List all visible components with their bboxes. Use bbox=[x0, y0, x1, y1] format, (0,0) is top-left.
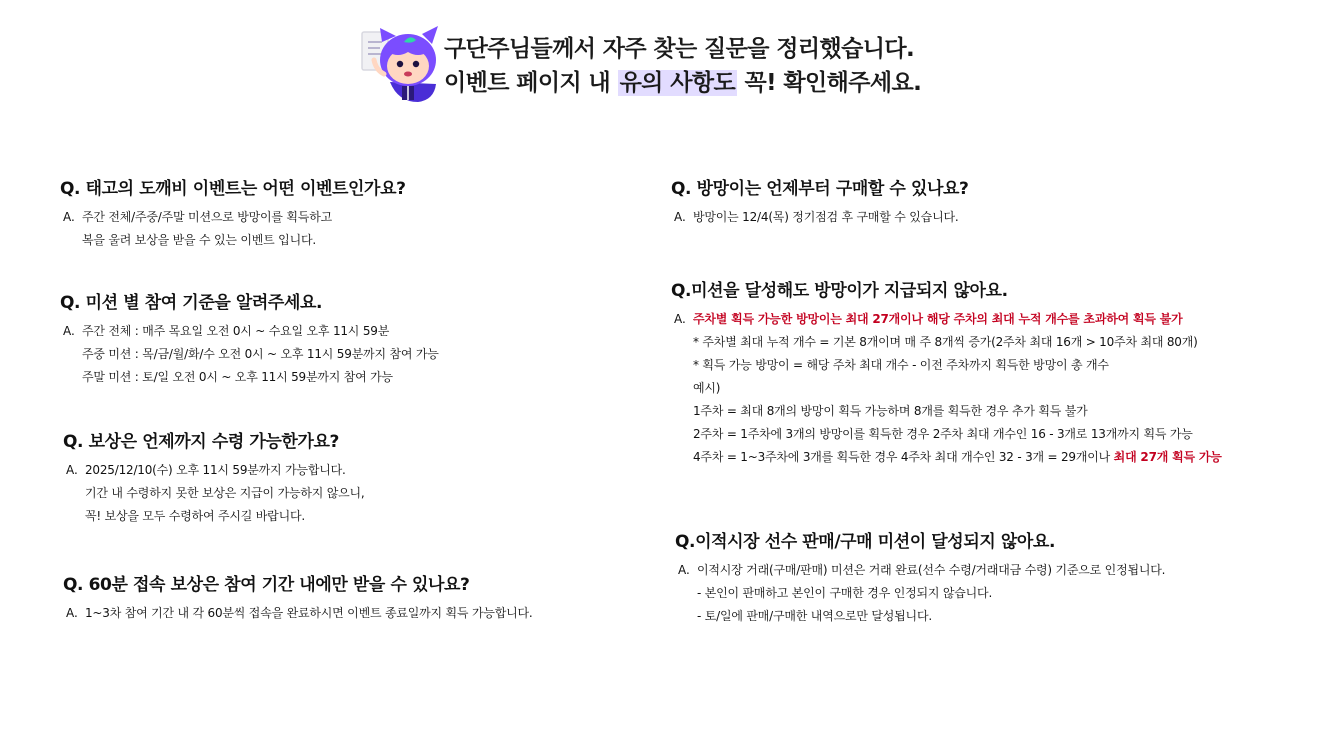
answer-line: 2주차 = 1주차에 3개의 방망이를 획득한 경우 2주차 최대 개수인 16 - 3개로 13개까지 획득 가능 bbox=[693, 427, 1193, 441]
faq-answer bbox=[671, 308, 1222, 469]
answer-line: - 토/일에 판매/구매한 내역으로만 달성됩니다. bbox=[697, 609, 932, 623]
answer-line-text: 4주차 = 1~3주차에 3개를 획득한 경우 4주차 최대 개수인 32 - 3개 = 29개이나 bbox=[693, 450, 1114, 464]
faq-item-reward-deadline bbox=[63, 431, 365, 528]
faq-question: Q. 태고의 도깨비 이벤트는 어떤 이벤트인가요? bbox=[60, 179, 406, 199]
faq-header bbox=[358, 22, 978, 106]
answer-line: 복을 울려 보상을 받을 수 있는 이벤트 입니다. bbox=[82, 233, 316, 247]
answer-marker: A. bbox=[66, 606, 78, 620]
faq-answer bbox=[671, 206, 969, 229]
faq-question: Q.이적시장 선수 판매/구매 미션이 달성되지 않아요. bbox=[675, 532, 1056, 552]
answer-marker: A. bbox=[63, 210, 75, 224]
answer-line: 주간 전체 : 매주 목요일 오전 0시 ~ 수요일 오후 11시 59분 bbox=[82, 324, 390, 338]
faq-item-mission-criteria bbox=[60, 292, 439, 389]
answer-line: 주말 미션 : 토/일 오전 0시 ~ 오후 11시 59분까지 참여 가능 bbox=[82, 370, 393, 384]
faq-item-transfer-mission bbox=[675, 531, 1165, 628]
header-line-2-start: 이벤트 페이지 내 bbox=[444, 70, 618, 96]
header-line-2 bbox=[444, 66, 921, 100]
header-highlight: 유의 사항도 bbox=[619, 70, 736, 96]
answer-line: * 획득 가능 방망이 = 해당 주차 최대 개수 - 이전 주차까지 획득한 방망이 총 개수 bbox=[693, 358, 1109, 372]
answer-marker: A. bbox=[674, 312, 686, 326]
answer-line: - 본인이 판매하고 본인이 구매한 경우 인정되지 않습니다. bbox=[697, 586, 993, 600]
faq-answer bbox=[63, 602, 533, 625]
faq-question: Q. 보상은 언제까지 수령 가능한가요? bbox=[63, 432, 339, 452]
header-line-2-end: 꼭! 확인해주세요. bbox=[737, 70, 922, 96]
answer-line: 2025/12/10(수) 오후 11시 59분까지 가능합니다. bbox=[85, 463, 346, 477]
answer-line: 꼭! 보상을 모두 수령하여 주시길 바랍니다. bbox=[85, 509, 305, 523]
answer-marker: A. bbox=[66, 463, 78, 477]
faq-item-event-about bbox=[60, 178, 406, 252]
answer-line: 이적시장 거래(구매/판매) 미션은 거래 완료(선수 수령/거래대금 수령) 기준으로 인정됩니다. bbox=[697, 563, 1166, 577]
answer-warning: 주차별 획득 가능한 방망이는 최대 27개이나 해당 주차의 최대 누적 개수를 초과하여 획득 불가 bbox=[693, 312, 1183, 326]
faq-item-bat-purchase bbox=[671, 178, 969, 229]
faq-question: Q. 방망이는 언제부터 구매할 수 있나요? bbox=[671, 179, 969, 199]
faq-item-60min-reward bbox=[63, 574, 533, 625]
answer-red-text: 최대 27개 획득 가능 bbox=[1113, 450, 1222, 464]
faq-question: Q. 미션 별 참여 기준을 알려주세요. bbox=[60, 293, 323, 313]
answer-line: * 주차별 최대 누적 개수 = 기본 8개이며 매 주 8개씩 증가(2주차 최대 16개 > 10주차 최대 80개) bbox=[693, 335, 1198, 349]
answer-marker: A. bbox=[678, 563, 690, 577]
answer-line bbox=[693, 446, 1222, 469]
header-line-1: 구단주님들께서 자주 찾는 질문을 정리했습니다. bbox=[444, 36, 915, 62]
answer-line: 예시) bbox=[693, 381, 721, 395]
faq-answer bbox=[60, 206, 406, 252]
faq-answer bbox=[63, 459, 365, 528]
faq-item-bat-not-given bbox=[671, 280, 1222, 469]
answer-line: 1~3차 참여 기간 내 각 60분씩 접속을 완료하시면 이벤트 종료일까지 획득 가능합니다. bbox=[85, 606, 533, 620]
answer-marker: A. bbox=[674, 210, 686, 224]
answer-line: 방망이는 12/4(목) 정기점검 후 구매할 수 있습니다. bbox=[693, 210, 959, 224]
faq-answer bbox=[60, 320, 439, 389]
faq-question: Q. 60분 접속 보상은 참여 기간 내에만 받을 수 있나요? bbox=[63, 575, 470, 595]
faq-question: Q.미션을 달성해도 방망이가 지급되지 않아요. bbox=[671, 281, 1008, 301]
faq-answer bbox=[675, 559, 1165, 628]
answer-line: 기간 내 수령하지 못한 보상은 지급이 가능하지 않으니, bbox=[85, 486, 365, 500]
mascot-icon bbox=[358, 22, 440, 104]
answer-marker: A. bbox=[63, 324, 75, 338]
answer-line: 주중 미션 : 목/금/월/화/수 오전 0시 ~ 오후 11시 59분까지 참여 가능 bbox=[82, 347, 439, 361]
answer-line: 주간 전체/주중/주말 미션으로 방망이를 획득하고 bbox=[82, 210, 332, 224]
answer-line: 1주차 = 최대 8개의 방망이 획득 가능하며 8개를 획득한 경우 추가 획득 불가 bbox=[693, 404, 1088, 418]
